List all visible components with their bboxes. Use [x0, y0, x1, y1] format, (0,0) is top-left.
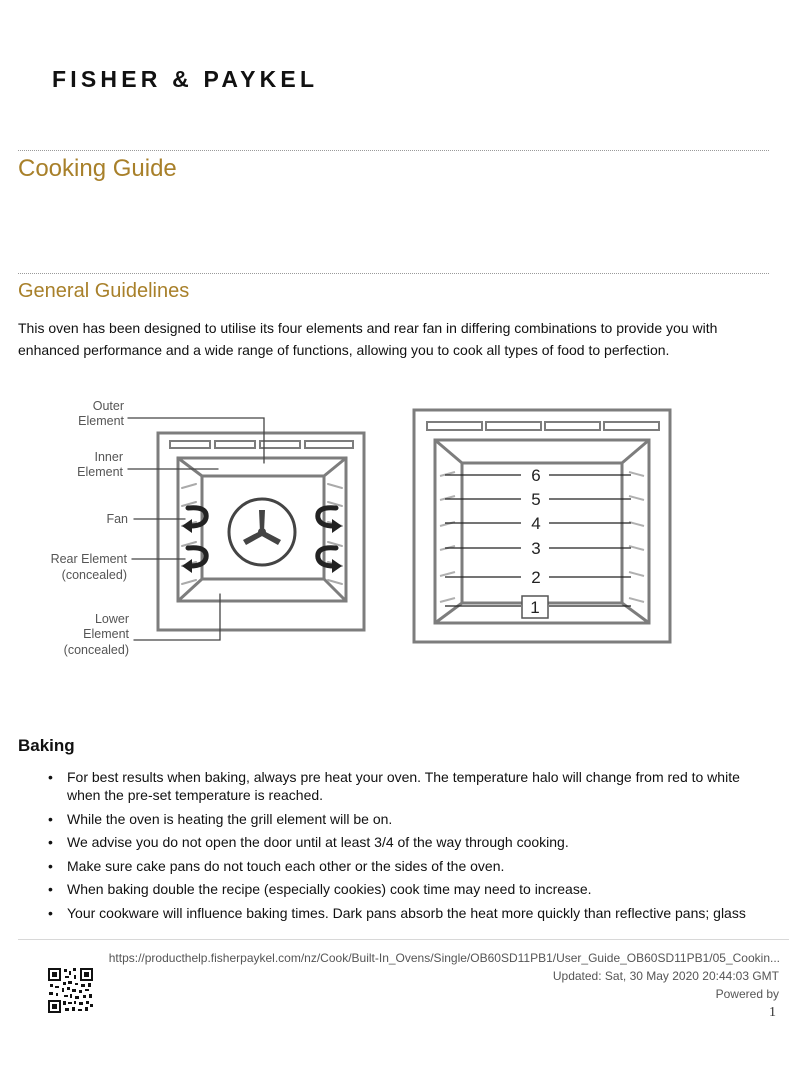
- shelf-number-2: 2: [531, 568, 541, 587]
- shelf-number-4: 4: [531, 514, 541, 533]
- page-number: 1: [769, 1005, 776, 1020]
- label-outer-element-1: Outer: [92, 399, 124, 413]
- footer-url[interactable]: https://producthelp.fisherpaykel.com/nz/Cook/Built-In_Ovens/Single/OB60SD11PB1/User_Guide_OB60SD11PB1/05_Cookin...: [108, 951, 780, 965]
- shelf-number-3: 3: [531, 539, 541, 558]
- label-inner-element-2: Element: [77, 465, 123, 479]
- intro-paragraph: This oven has been designed to utilise its four elements and rear fan in differing combinations to provide you with enhanced performance and a wide range of functions, allowing you to cook all types of food to perfection.: [18, 320, 718, 358]
- label-fan: Fan: [106, 512, 128, 526]
- label-rear-element-2: (concealed): [61, 568, 127, 582]
- label-inner-element-1: Inner: [94, 450, 123, 464]
- label-rear-element-1: Rear Element: [50, 552, 127, 566]
- qr-code-icon: [48, 968, 93, 1013]
- shelf-number-6: 6: [531, 466, 541, 485]
- list-item: • We advise you do not open the door until at least 3/4 of the way through cooking.: [48, 833, 768, 851]
- footer-divider: [18, 939, 789, 940]
- list-item: • While the oven is heating the grill element will be on.: [48, 810, 768, 828]
- list-item: • Your cookware will influence baking times. Dark pans absorb the heat more quickly than reflective pans; glass: [48, 904, 768, 922]
- divider: [18, 150, 769, 151]
- baking-tips-list: [48, 768, 768, 927]
- brand-logo: FISHER & PAYKEL: [52, 66, 319, 92]
- divider: [18, 273, 769, 274]
- shelf-number-1: 1: [530, 598, 540, 617]
- shelf-number-5: 5: [531, 490, 541, 509]
- baking-heading: Baking: [18, 736, 75, 755]
- oven-elements-diagram: [51, 399, 364, 657]
- label-lower-element-3: (concealed): [63, 643, 129, 657]
- list-item: • For best results when baking, always pre heat your oven. The temperature halo will change from red to white when the pre-set temperature is reached.: [48, 768, 768, 804]
- section-title: General Guidelines: [18, 280, 190, 302]
- list-item: • Make sure cake pans do not touch each other or the sides of the oven.: [48, 857, 768, 875]
- oven-diagram: [30, 388, 680, 663]
- label-outer-element-2: Element: [78, 414, 124, 428]
- page-title: Cooking Guide: [18, 155, 177, 182]
- label-lower-element-2: Element: [83, 627, 129, 641]
- footer-updated: Updated: Sat, 30 May 2020 20:44:03 GMT: [552, 969, 779, 983]
- list-item: • When baking double the recipe (especially cookies) cook time may need to increase.: [48, 880, 768, 898]
- footer-powered-by: Powered by: [715, 987, 779, 1001]
- label-lower-element-1: Lower: [94, 612, 129, 626]
- shelf-positions-diagram: [414, 410, 670, 642]
